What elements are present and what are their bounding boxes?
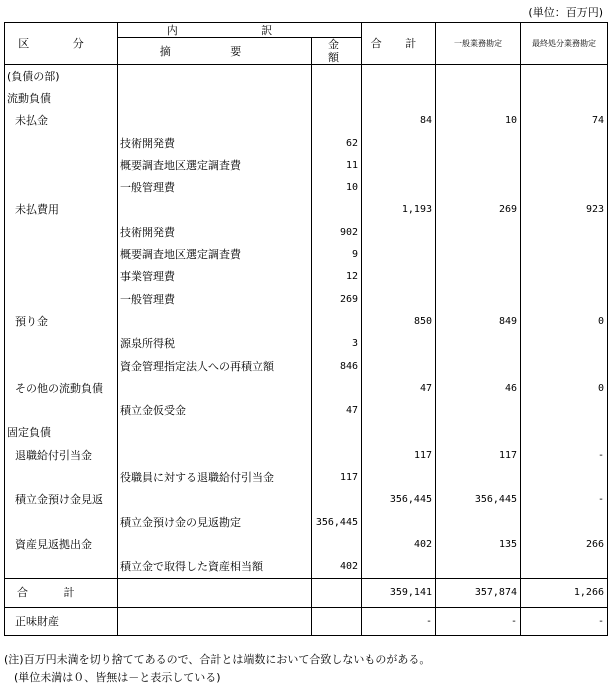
row-total [362,87,436,109]
row-amount [312,310,362,332]
net-assets-row [5,607,608,635]
table-row [5,444,608,466]
row-detail: 積立金預け金の見返勘定 [118,511,312,533]
row-final: 0 [521,377,608,399]
table-body [5,65,608,579]
row-final [521,154,608,176]
row-total: 117 [362,444,436,466]
header-final-disposal-account: 最終処分業務勘定 [521,23,608,65]
row-total [362,243,436,265]
table-row [5,65,608,88]
total-final: 1,266 [521,578,608,607]
row-section-label: (負債の部) [5,65,118,88]
row-total [362,132,436,154]
row-amount [312,489,362,511]
row-detail: 積立金で取得した資産相当額 [118,556,312,579]
total-detail-cell [118,578,312,607]
table-row [5,243,608,265]
table-row [5,132,608,154]
net-amount-cell [312,607,362,635]
row-general [436,176,521,198]
row-total [362,422,436,444]
net-final: - [521,607,608,635]
row-detail [118,489,312,511]
row-final: - [521,489,608,511]
row-section-label: 資産見返拠出金 [5,533,118,555]
row-amount [312,87,362,109]
table-row [5,533,608,555]
row-general: 10 [436,110,521,132]
row-final [521,132,608,154]
row-general: 356,445 [436,489,521,511]
total-total: 359,141 [362,578,436,607]
row-section-label [5,556,118,579]
row-total [362,466,436,488]
total-amount-cell [312,578,362,607]
table-row [5,556,608,579]
row-final [521,399,608,421]
row-general [436,266,521,288]
row-detail: 資金管理指定法人への再積立額 [118,355,312,377]
row-detail [118,110,312,132]
table-row [5,221,608,243]
row-section-label: 流動負債 [5,87,118,109]
row-detail [118,87,312,109]
table-row [5,154,608,176]
row-final: 266 [521,533,608,555]
row-final [521,333,608,355]
row-general [436,422,521,444]
row-amount [312,110,362,132]
row-detail [118,199,312,221]
row-amount: 402 [312,556,362,579]
row-amount: 356,445 [312,511,362,533]
row-total: 84 [362,110,436,132]
row-final [521,221,608,243]
row-section-label: その他の流動負債 [5,377,118,399]
row-section-label: 積立金預け金見返 [5,489,118,511]
row-general [436,65,521,88]
table-row [5,333,608,355]
row-final [521,556,608,579]
row-final [521,176,608,198]
row-total [362,333,436,355]
row-section-label [5,288,118,310]
row-section-label: 預り金 [5,310,118,332]
row-final [521,466,608,488]
row-detail [118,65,312,88]
row-detail: 技術開発費 [118,221,312,243]
row-detail: 源泉所得税 [118,333,312,355]
table-row [5,377,608,399]
row-section-label [5,466,118,488]
row-amount: 846 [312,355,362,377]
net-assets-label: 正味財産 [5,607,118,635]
row-detail: 概要調査地区選定調査費 [118,243,312,265]
row-amount: 47 [312,399,362,421]
header-general-account: 一般業務勘定 [436,23,521,65]
table-row [5,466,608,488]
total-label: 合 計 [5,578,118,607]
row-detail: 概要調査地区選定調査費 [118,154,312,176]
row-section-label [5,243,118,265]
row-section-label: 固定負債 [5,422,118,444]
row-general [436,333,521,355]
row-general: 849 [436,310,521,332]
row-general [436,466,521,488]
row-amount: 10 [312,176,362,198]
row-section-label [5,399,118,421]
row-final [521,243,608,265]
row-total [362,221,436,243]
row-detail: 技術開発費 [118,132,312,154]
header-total: 合 計 [362,23,436,65]
row-final [521,355,608,377]
header-kubun: 区 分 [5,23,118,65]
row-general: 117 [436,444,521,466]
row-general [436,288,521,310]
row-detail [118,533,312,555]
row-section-label [5,154,118,176]
table-row [5,199,608,221]
table-row [5,288,608,310]
row-final [521,65,608,88]
row-total [362,65,436,88]
row-general [436,87,521,109]
row-general: 46 [436,377,521,399]
row-general [436,399,521,421]
row-detail: 役職員に対する退職給付引当金 [118,466,312,488]
row-total: 1,193 [362,199,436,221]
row-amount: 3 [312,333,362,355]
row-section-label: 退職給付引当金 [5,444,118,466]
row-final: 74 [521,110,608,132]
table-row [5,399,608,421]
row-total: 356,445 [362,489,436,511]
row-section-label [5,355,118,377]
header-amount: 金 額 [312,38,362,65]
row-general [436,221,521,243]
row-section-label [5,132,118,154]
header-tekiyo: 摘 要 [118,38,312,65]
row-amount [312,422,362,444]
row-section-label: 未払金 [5,110,118,132]
row-total [362,288,436,310]
table-row [5,110,608,132]
row-amount: 902 [312,221,362,243]
row-total [362,556,436,579]
row-amount: 269 [312,288,362,310]
note-line-2: (単位未満は０、皆無は－と表示している) [14,671,221,684]
row-section-label [5,221,118,243]
row-total [362,399,436,421]
row-amount [312,199,362,221]
total-general: 357,874 [436,578,521,607]
total-row [5,578,608,607]
row-total [362,266,436,288]
table-row [5,266,608,288]
row-general [436,132,521,154]
row-amount [312,533,362,555]
row-section-label [5,176,118,198]
row-detail [118,310,312,332]
header-naiyaku: 内 訳 [118,23,362,38]
row-final [521,511,608,533]
row-amount [312,377,362,399]
row-amount [312,65,362,88]
row-detail [118,377,312,399]
net-detail-cell [118,607,312,635]
row-total [362,154,436,176]
row-section-label [5,333,118,355]
row-general [436,355,521,377]
row-detail: 事業管理費 [118,266,312,288]
row-final [521,288,608,310]
row-final: 0 [521,310,608,332]
row-detail [118,444,312,466]
table-row [5,355,608,377]
row-general [436,511,521,533]
row-general [436,154,521,176]
net-total: - [362,607,436,635]
row-amount: 11 [312,154,362,176]
row-total [362,355,436,377]
row-detail [118,422,312,444]
row-amount: 9 [312,243,362,265]
table-row [5,489,608,511]
row-final [521,87,608,109]
row-final: - [521,444,608,466]
row-section-label [5,266,118,288]
row-final: 923 [521,199,608,221]
unit-label: (単位：百万円) [528,6,603,19]
row-total [362,511,436,533]
row-general: 269 [436,199,521,221]
row-section-label [5,511,118,533]
row-detail: 一般管理費 [118,288,312,310]
table-row [5,511,608,533]
row-total [362,176,436,198]
row-amount: 12 [312,266,362,288]
row-detail: 積立金仮受金 [118,399,312,421]
liabilities-table [4,22,608,636]
row-amount [312,444,362,466]
row-final [521,266,608,288]
row-amount: 117 [312,466,362,488]
row-amount: 62 [312,132,362,154]
row-total: 47 [362,377,436,399]
table-row [5,310,608,332]
row-detail: 一般管理費 [118,176,312,198]
row-final [521,422,608,444]
note-line-1: (注)百万円未満を切り捨ててあるので、合計とは端数において合致しないものがある。 [4,653,431,666]
row-general [436,556,521,579]
row-section-label: 未払費用 [5,199,118,221]
table-row [5,176,608,198]
row-total: 850 [362,310,436,332]
table-row [5,87,608,109]
row-total: 402 [362,533,436,555]
row-general: 135 [436,533,521,555]
row-general [436,243,521,265]
net-general: - [436,607,521,635]
table-row [5,422,608,444]
